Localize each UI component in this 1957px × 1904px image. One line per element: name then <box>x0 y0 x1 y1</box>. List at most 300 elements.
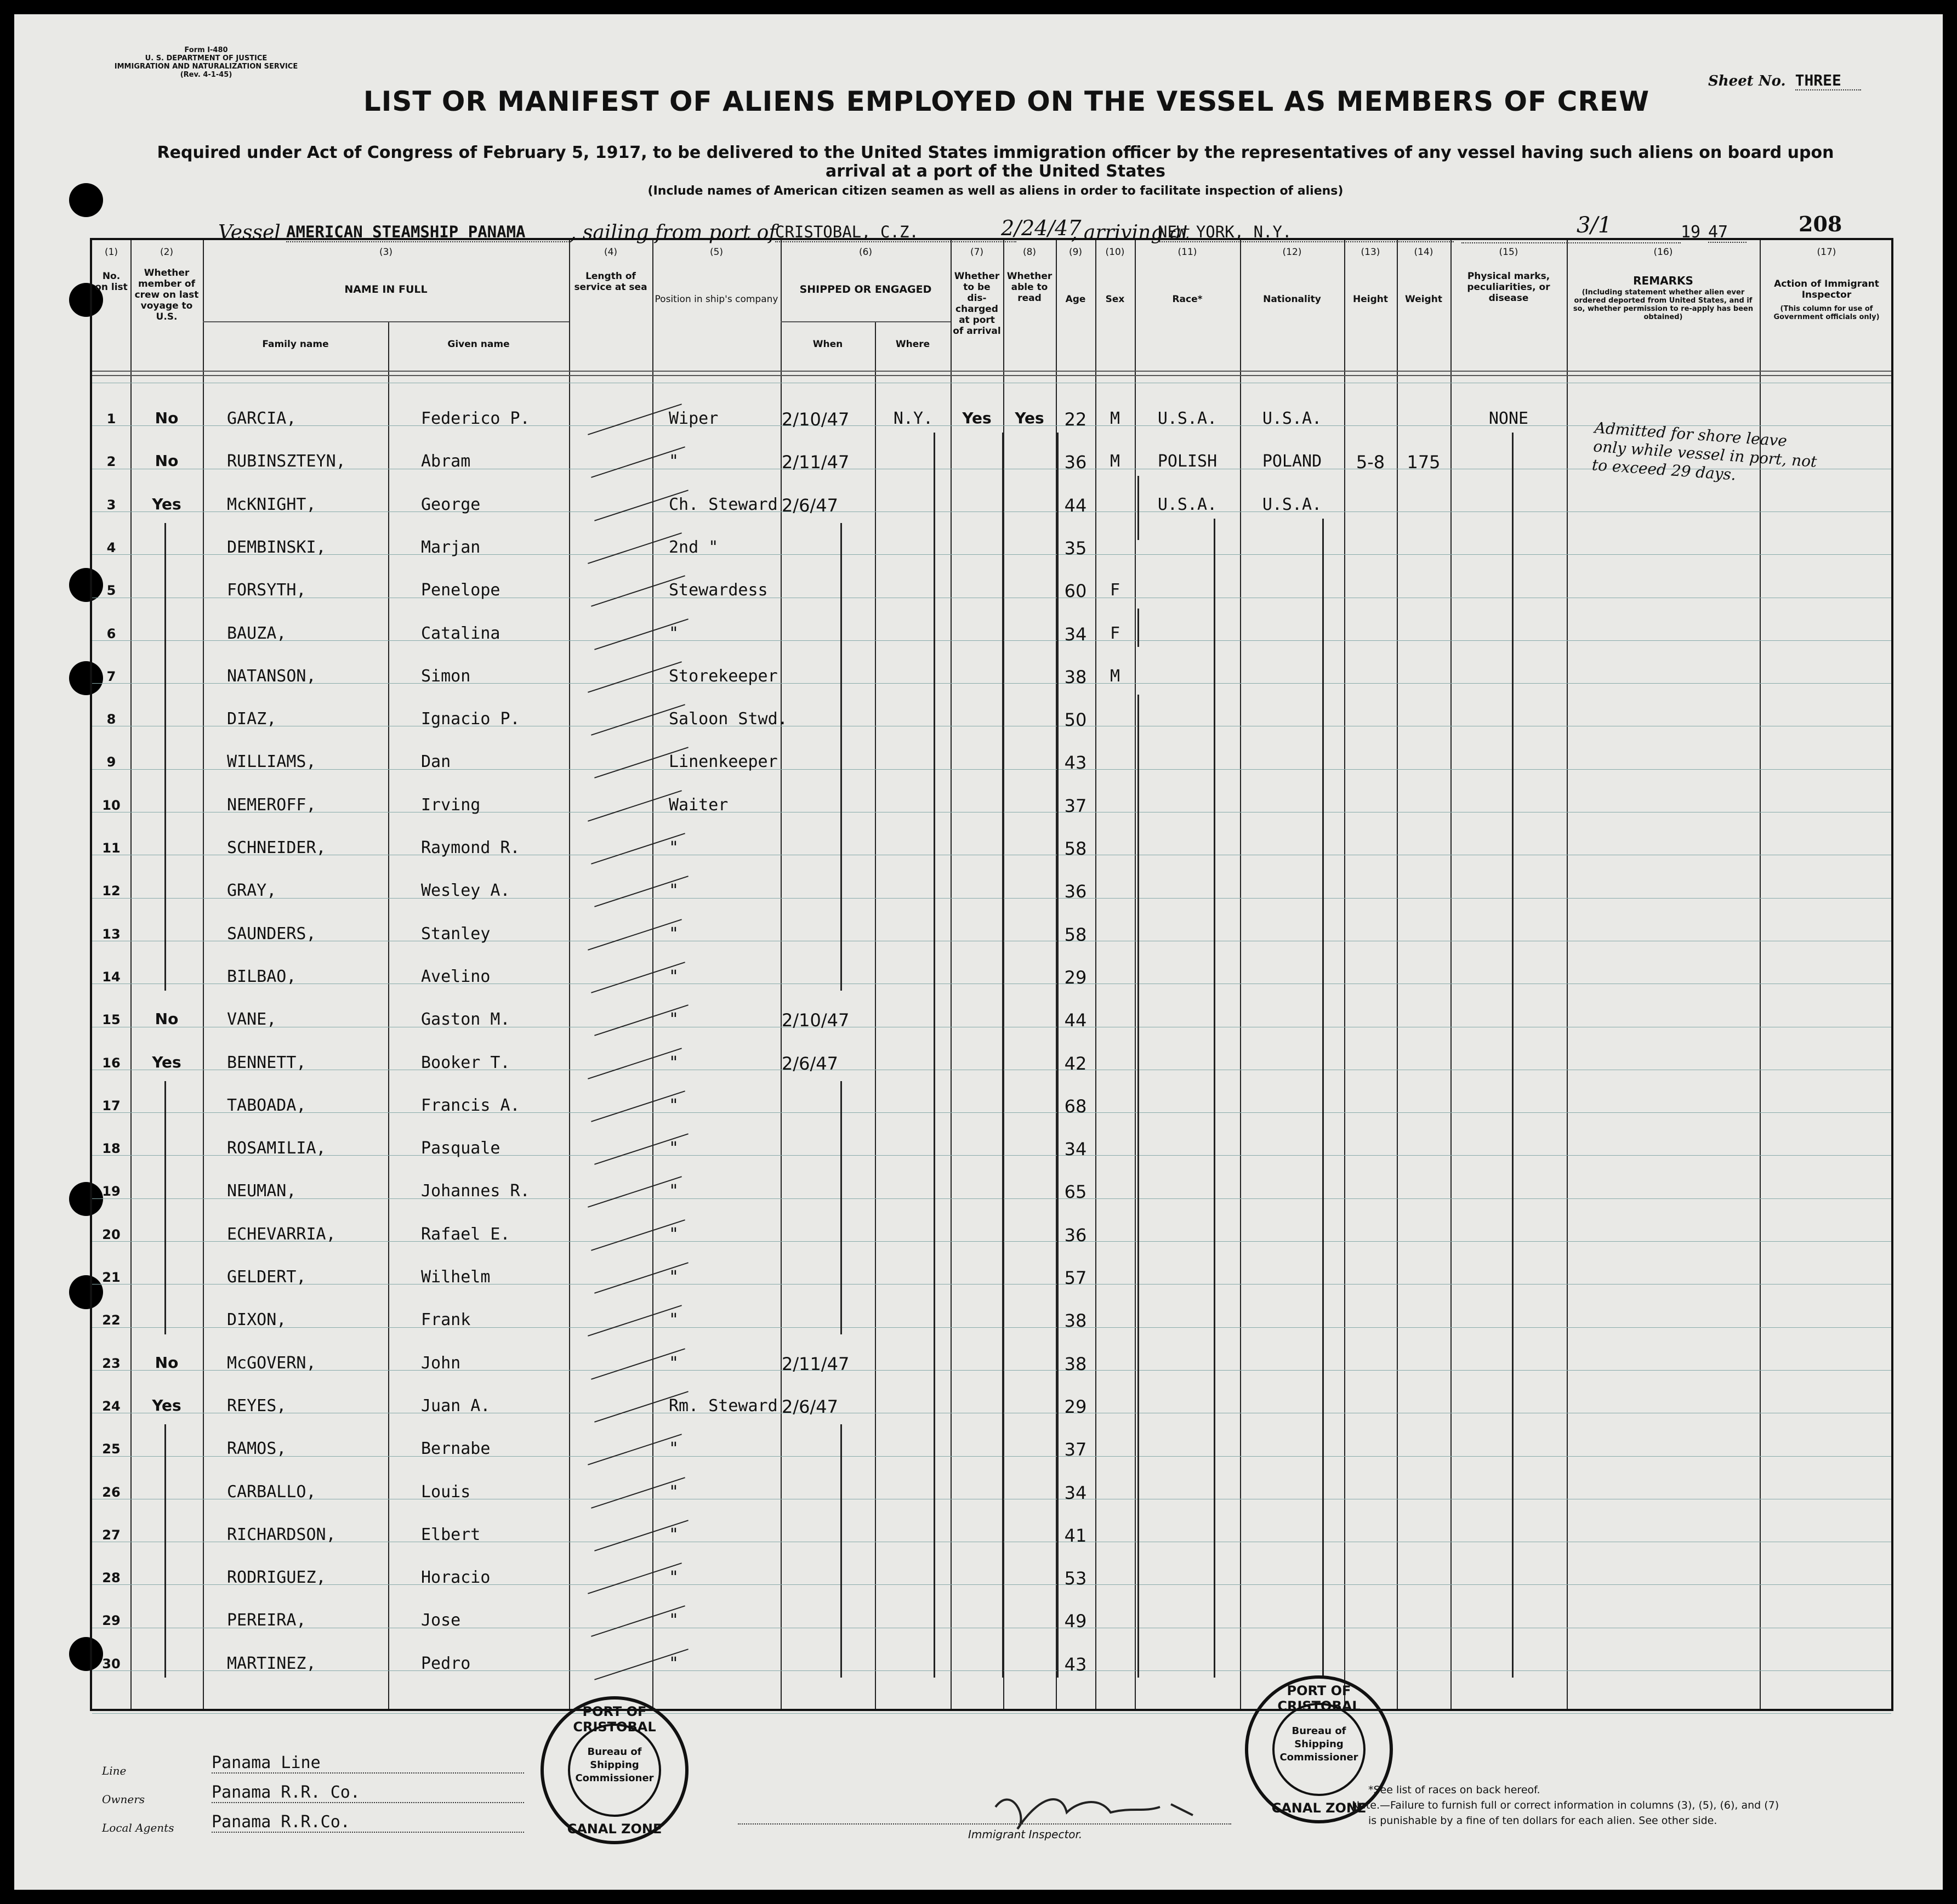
owners-value: Panama R.R. Co. <box>212 1783 524 1803</box>
cell-given: Simon <box>421 667 471 686</box>
cell-age: 22 <box>1064 409 1087 430</box>
cell-family: VANE, <box>227 1010 277 1029</box>
cell-no: 10 <box>102 798 121 813</box>
column-header-c12: Nationality <box>1263 294 1321 305</box>
seal-stamp-left <box>541 1696 689 1844</box>
cell-no: 28 <box>102 1570 121 1585</box>
cell-family: McGOVERN, <box>227 1354 316 1373</box>
table-row <box>92 483 1891 526</box>
service-tick-mark <box>588 1562 682 1594</box>
cell-age: 43 <box>1064 1654 1087 1675</box>
page-subtitle: Required under Act of Congress of February 5, 1917, to be delivered to the United States immigration officer by the representatives of any vessel having such aliens on board upon arrival at a port of the United States <box>157 143 1834 181</box>
ditto-line <box>840 1424 842 1678</box>
agents-label: Local Agents <box>102 1821 174 1834</box>
cell-given: Raymond R. <box>421 838 520 857</box>
cell-age: 34 <box>1064 1482 1087 1503</box>
table-row <box>92 1642 1891 1685</box>
ditto-line <box>1002 433 1004 1678</box>
cell-age: 68 <box>1064 1096 1087 1117</box>
cell-when: 2/6/47 <box>782 1053 838 1074</box>
cell-age: 36 <box>1064 1225 1087 1246</box>
cell-family: FORSYTH, <box>227 581 306 600</box>
cell-no: 7 <box>106 669 116 684</box>
cell-no: 11 <box>102 840 121 856</box>
cell-family: RICHARDSON, <box>227 1525 336 1544</box>
cell-pos: " <box>669 452 679 471</box>
cell-prev: Yes <box>152 495 181 513</box>
table-row <box>92 912 1891 955</box>
cell-family: NEMEROFF, <box>227 795 316 815</box>
column-header-c3: NAME IN FULL <box>344 283 428 295</box>
cell-no: 16 <box>102 1055 121 1071</box>
cell-pos: " <box>669 838 679 857</box>
cell-given: Penelope <box>421 581 500 600</box>
table-row <box>92 1255 1891 1298</box>
cell-no: 18 <box>102 1141 121 1156</box>
cell-read: Yes <box>1015 409 1044 427</box>
header-given-name: Given name <box>447 339 510 350</box>
footnote-penalty: Note.—Failure to furnish full or correct information in columns (3), (5), (6), and (7) <box>1352 1799 1779 1811</box>
column-number-c11: (11) <box>1177 247 1197 258</box>
cell-age: 37 <box>1064 1439 1087 1460</box>
seal-line: Shipping <box>1294 1738 1344 1750</box>
cell-age: 29 <box>1064 1396 1087 1417</box>
column-header-c2: Whether member of crew on last voyage to U.S. <box>134 268 199 322</box>
inspector-signature <box>979 1774 1209 1834</box>
cell-no: 19 <box>102 1184 121 1199</box>
cell-given: Frank <box>421 1310 471 1329</box>
column-header-c11: Race* <box>1172 294 1203 305</box>
cell-family: NATANSON, <box>227 667 316 686</box>
cell-family: PEREIRA, <box>227 1611 306 1630</box>
column-number-c10: (10) <box>1105 247 1125 258</box>
cell-when: 2/6/47 <box>782 1396 838 1417</box>
cell-no: 13 <box>102 927 121 942</box>
cell-race: U.S.A. <box>1157 495 1218 514</box>
ditto-line <box>1057 433 1059 1678</box>
cell-family: NEUMAN, <box>227 1181 297 1201</box>
cell-pos: Storekeeper <box>669 667 778 686</box>
vessel-name: AMERICAN STEAMSHIP PANAMA <box>286 223 571 242</box>
form-service: IMMIGRATION AND NATURALIZATION SERVICE <box>114 62 298 71</box>
seal-top-text: PORT OF CRISTOBAL <box>573 1704 656 1735</box>
column-header-c6: SHIPPED OR ENGAGED <box>799 283 932 295</box>
column-header-c14: Weight <box>1405 294 1442 305</box>
ditto-line <box>1137 476 1139 540</box>
cell-given: Ignacio P. <box>421 709 520 729</box>
column-header-c1: No. on list <box>95 271 128 293</box>
header-action-note: (This column for use of Government officials only) <box>1773 305 1880 321</box>
cell-prev: Yes <box>152 1396 181 1414</box>
arriving-label: , arriving at <box>1071 221 1190 244</box>
ditto-line <box>1214 519 1215 1678</box>
cell-given: Wilhelm <box>421 1268 491 1287</box>
form-header <box>96 46 316 79</box>
cell-no: 3 <box>106 497 116 513</box>
cell-no: 20 <box>102 1227 121 1242</box>
table-row <box>92 869 1891 912</box>
table-row <box>92 998 1891 1041</box>
table-row <box>92 1599 1891 1641</box>
service-tick-mark <box>588 1305 682 1337</box>
table-row <box>92 1041 1891 1084</box>
cell-given: John <box>421 1354 461 1373</box>
subheader-divider <box>781 321 951 322</box>
agents-value: Panama R.R.Co. <box>212 1812 524 1833</box>
cell-prev: No <box>155 409 179 427</box>
cell-family: REYES, <box>227 1396 287 1416</box>
cell-age: 44 <box>1064 495 1087 516</box>
cell-pos: Rm. Steward <box>669 1396 778 1416</box>
year-suffix: 47 <box>1708 223 1746 243</box>
cell-pos: " <box>669 1310 679 1329</box>
cell-no: 21 <box>102 1270 121 1285</box>
cell-age: 38 <box>1064 667 1087 687</box>
cell-pos: " <box>669 1096 679 1115</box>
table-row <box>92 955 1891 998</box>
column-header-c15: Physical marks, peculiarities, or disease <box>1467 271 1550 304</box>
cell-given: Marjan <box>421 538 481 557</box>
sailing-label: , sailing from port of <box>570 221 776 244</box>
table-row <box>92 1213 1891 1255</box>
cell-age: 37 <box>1064 795 1087 816</box>
cell-family: DIXON, <box>227 1310 287 1329</box>
cell-sex: M <box>1110 667 1120 686</box>
crew-table <box>90 238 1893 1711</box>
cell-family: WILLIAMS, <box>227 752 316 771</box>
table-row <box>92 1127 1891 1169</box>
cell-age: 29 <box>1064 967 1087 988</box>
cell-no: 8 <box>106 712 116 727</box>
cell-pos: " <box>669 1439 679 1458</box>
column-number-c1: (1) <box>104 247 118 258</box>
cell-family: BAUZA, <box>227 624 287 643</box>
cell-when: 2/11/47 <box>782 1354 850 1374</box>
column-number-c4: (4) <box>604 247 618 258</box>
cell-pos: " <box>669 1053 679 1072</box>
cell-age: 58 <box>1064 924 1087 945</box>
cell-pos: " <box>669 1181 679 1201</box>
cell-age: 49 <box>1064 1611 1087 1632</box>
cell-family: GELDERT, <box>227 1268 306 1287</box>
page-title: LIST OR MANIFEST OF ALIENS EMPLOYED ON THE VESSEL AS MEMBERS OF CREW <box>363 86 1650 117</box>
cell-race: U.S.A. <box>1157 409 1218 428</box>
cell-pos: " <box>669 881 679 900</box>
header-where: Where <box>895 339 930 350</box>
ditto-line <box>164 523 166 991</box>
seal-line: Bureau of <box>1292 1725 1346 1737</box>
table-row <box>92 1470 1891 1513</box>
service-tick-mark <box>588 1176 682 1208</box>
cell-family: SCHNEIDER, <box>227 838 326 857</box>
inspector-line <box>738 1823 1231 1825</box>
cell-no: 9 <box>106 754 116 770</box>
seal-inner <box>1272 1703 1366 1796</box>
column-number-c15: (15) <box>1499 247 1518 258</box>
table-row <box>92 1556 1891 1599</box>
cell-pos: " <box>669 1525 679 1544</box>
cell-given: Dan <box>421 752 451 771</box>
cell-sex: F <box>1110 581 1120 600</box>
column-number-c2: (2) <box>160 247 174 258</box>
cell-age: 36 <box>1064 881 1087 902</box>
cell-family: RODRIGUEZ, <box>227 1568 326 1587</box>
cell-pos: " <box>669 1139 679 1158</box>
column-number-c14: (14) <box>1414 247 1433 258</box>
page-subnote: (Include names of American citizen seamen as well as aliens in order to facilitate inspection of aliens) <box>647 184 1344 198</box>
seal-inner <box>568 1724 661 1817</box>
ditto-line <box>164 1424 166 1678</box>
cell-no: 2 <box>106 454 116 469</box>
seal-line: Shipping <box>590 1759 639 1771</box>
cell-family: SAUNDERS, <box>227 924 316 944</box>
departure-port: CRISTOBAL, C.Z. <box>775 223 1016 242</box>
row-rule <box>92 1713 1891 1714</box>
seal-bottom-text: CANAL ZONE <box>1271 1800 1367 1816</box>
cell-given: Horacio <box>421 1568 491 1587</box>
cell-age: 58 <box>1064 838 1087 859</box>
column-number-c8: (8) <box>1022 247 1037 258</box>
header-remarks-note: (Including statement whether alien ever ordered deported from United States, and if so, whether permission to re-apply has been obtained) <box>1573 288 1754 321</box>
cell-pos: " <box>669 1654 679 1673</box>
arrival-date: 3/1 <box>1577 213 1612 238</box>
cell-family: DEMBINSKI, <box>227 538 326 557</box>
cell-age: 43 <box>1064 752 1087 773</box>
year-prefix: 19 <box>1681 223 1701 242</box>
column-header-c16: REMARKS <box>1633 274 1693 287</box>
cell-nat: U.S.A. <box>1262 495 1322 514</box>
cell-age: 36 <box>1064 452 1087 473</box>
cell-age: 60 <box>1064 581 1087 601</box>
cell-family: BENNETT, <box>227 1053 306 1072</box>
service-tick-mark <box>588 403 682 435</box>
cell-sex: M <box>1110 409 1120 428</box>
cell-family: McKNIGHT, <box>227 495 316 514</box>
cell-no: 17 <box>102 1098 121 1113</box>
cell-age: 57 <box>1064 1268 1087 1288</box>
cell-when: 2/10/47 <box>782 1010 850 1031</box>
sheet-number <box>1708 71 1861 90</box>
cell-given: Rafael E. <box>421 1225 510 1244</box>
cell-pos: " <box>669 967 679 986</box>
cell-no: 5 <box>106 583 116 598</box>
cell-family: RAMOS, <box>227 1439 287 1458</box>
column-header-c10: Sex <box>1105 294 1125 305</box>
subheader-divider <box>203 321 569 322</box>
cell-given: Avelino <box>421 967 491 986</box>
cell-height: 5-8 <box>1356 452 1385 473</box>
column-number-c3: (3) <box>379 247 393 258</box>
cell-pos: " <box>669 1010 679 1029</box>
cell-prev: No <box>155 1354 179 1372</box>
cell-pos: " <box>669 1354 679 1373</box>
service-tick-mark <box>588 1434 682 1465</box>
cell-pos: " <box>669 924 679 944</box>
sheet-number-value: THREE <box>1795 71 1861 90</box>
column-header-c9: Age <box>1065 294 1086 305</box>
column-number-c12: (12) <box>1282 247 1302 258</box>
cell-age: 34 <box>1064 624 1087 645</box>
form-department: U. S. DEPARTMENT OF JUSTICE <box>145 54 268 62</box>
ditto-line <box>1322 519 1324 1678</box>
service-tick-mark <box>588 661 682 693</box>
column-number-c5: (5) <box>709 247 724 258</box>
cell-given: Pasquale <box>421 1139 500 1158</box>
seal-bottom-text: CANAL ZONE <box>567 1821 662 1837</box>
form-number: Form I-480 <box>184 46 228 54</box>
footnote-races: *See list of races on back hereof. <box>1368 1784 1540 1796</box>
table-row <box>92 612 1891 655</box>
cell-no: 14 <box>102 969 121 985</box>
table-row <box>92 1298 1891 1341</box>
table-row <box>92 783 1891 826</box>
cell-family: RUBINSZTEYN, <box>227 452 346 471</box>
cell-age: 53 <box>1064 1568 1087 1589</box>
cell-no: 30 <box>102 1656 121 1672</box>
table-row <box>92 1384 1891 1427</box>
cell-pos: " <box>669 1611 679 1630</box>
cell-marks: NONE <box>1488 409 1529 428</box>
cell-sex: M <box>1110 452 1120 471</box>
vessel-label: Vessel <box>218 221 281 244</box>
footnote-penalty-cont: is punishable by a fine of ten dollars for each alien. See other side. <box>1368 1815 1717 1827</box>
cell-prev: No <box>155 452 179 470</box>
cell-age: 38 <box>1064 1354 1087 1374</box>
cell-given: Jose <box>421 1611 461 1630</box>
cell-given: Francis A. <box>421 1096 520 1115</box>
cell-given: Gaston M. <box>421 1010 510 1029</box>
table-row <box>92 655 1891 697</box>
cell-when: 2/6/47 <box>782 495 838 516</box>
cell-no: 6 <box>106 626 116 641</box>
cell-family: MARTINEZ, <box>227 1654 316 1673</box>
cell-age: 41 <box>1064 1525 1087 1546</box>
cell-family: GRAY, <box>227 881 277 900</box>
cell-pos: " <box>669 1268 679 1287</box>
column-number-c16: (16) <box>1653 247 1673 258</box>
column-header-c8: Whether able to read <box>1006 271 1053 304</box>
cell-age: 42 <box>1064 1053 1087 1074</box>
cell-no: 12 <box>102 883 121 899</box>
ditto-line <box>1512 433 1514 1678</box>
cell-no: 15 <box>102 1012 121 1027</box>
cell-given: Federico P. <box>421 409 530 428</box>
cell-sex: F <box>1110 624 1120 643</box>
cell-no: 23 <box>102 1356 121 1371</box>
cell-pos: " <box>669 1225 679 1244</box>
service-tick-mark <box>588 1048 682 1079</box>
ditto-line <box>1137 609 1139 647</box>
ditto-line <box>934 433 935 1678</box>
table-row <box>92 526 1891 569</box>
table-row <box>92 826 1891 869</box>
cell-prev: No <box>155 1010 179 1028</box>
cell-pos: " <box>669 624 679 643</box>
cell-pos: Stewardess <box>669 581 768 600</box>
cell-age: 34 <box>1064 1139 1087 1160</box>
column-header-c13: Height <box>1353 294 1388 305</box>
header-family-name: Family name <box>262 339 329 350</box>
cell-family: ROSAMILIA, <box>227 1139 326 1158</box>
header-divider <box>92 375 1891 376</box>
cell-given: Juan A. <box>421 1396 491 1416</box>
manifest-sheet <box>14 14 1943 1890</box>
cell-no: 22 <box>102 1312 121 1328</box>
cell-pos: Waiter <box>669 795 729 815</box>
cell-given: George <box>421 495 481 514</box>
cell-no: 24 <box>102 1399 121 1414</box>
column-number-c13: (13) <box>1361 247 1380 258</box>
service-tick-mark <box>588 919 682 951</box>
cell-when: 2/10/47 <box>782 409 850 430</box>
cell-given: Louis <box>421 1482 471 1502</box>
ditto-line <box>164 1081 166 1334</box>
cell-prev: Yes <box>152 1053 181 1071</box>
header-when: When <box>812 339 843 350</box>
table-row <box>92 569 1891 611</box>
line-label: Line <box>102 1764 127 1777</box>
seal-line: Bureau of <box>587 1746 642 1758</box>
ditto-line <box>840 523 842 991</box>
cell-given: Irving <box>421 795 481 815</box>
table-row <box>92 1169 1891 1212</box>
cell-given: Abram <box>421 452 471 471</box>
seal-line: Commissioner <box>1279 1752 1358 1763</box>
inspector-label: Immigrant Inspector. <box>968 1828 1083 1841</box>
cell-pos: " <box>669 1568 679 1587</box>
cell-no: 29 <box>102 1613 121 1628</box>
cell-given: Booker T. <box>421 1053 510 1072</box>
sailing-date: 2/24/47 <box>1001 216 1082 240</box>
cell-family: CARBALLO, <box>227 1482 316 1502</box>
cell-given: Johannes R. <box>421 1181 530 1201</box>
column-header-c4: Length of service at sea <box>574 271 647 293</box>
cell-given: Pedro <box>421 1654 471 1673</box>
cell-pos: 2nd " <box>669 538 719 557</box>
page-number: 208 <box>1799 212 1842 236</box>
cell-given: Wesley A. <box>421 881 510 900</box>
column-header-c17: Action of Immigrant Inspector <box>1774 279 1879 300</box>
cell-given: Catalina <box>421 624 500 643</box>
cell-race: POLISH <box>1157 452 1218 471</box>
cell-given: Elbert <box>421 1525 481 1544</box>
service-tick-mark <box>588 790 682 822</box>
cell-weight: 175 <box>1407 452 1441 473</box>
cell-family: DIAZ, <box>227 709 277 729</box>
cell-pos: Saloon Stwd. <box>669 709 788 729</box>
column-number-c17: (17) <box>1817 247 1836 258</box>
form-revision: (Rev. 4-1-45) <box>180 71 232 79</box>
column-header-c7: Whether to be dis-charged at port of arrival <box>953 271 1001 337</box>
cell-when: 2/11/47 <box>782 452 850 473</box>
seal-line: Commissioner <box>575 1772 654 1784</box>
sheet-number-label: Sheet No. <box>1708 73 1786 89</box>
cell-given: Bernabe <box>421 1439 491 1458</box>
ditto-line <box>1137 695 1139 1678</box>
cell-no: 26 <box>102 1485 121 1500</box>
cell-age: 35 <box>1064 538 1087 559</box>
cell-age: 38 <box>1064 1310 1087 1331</box>
table-row <box>92 697 1891 740</box>
service-tick-mark <box>588 532 682 564</box>
line-value: Panama Line <box>212 1753 524 1774</box>
column-number-c9: (9) <box>1068 247 1083 258</box>
cell-family: ECHEVARRIA, <box>227 1225 336 1244</box>
column-number-c6: (6) <box>858 247 873 258</box>
cell-nat: POLAND <box>1262 452 1322 471</box>
cell-no: 1 <box>106 411 116 427</box>
cell-family: BILBAO, <box>227 967 297 986</box>
